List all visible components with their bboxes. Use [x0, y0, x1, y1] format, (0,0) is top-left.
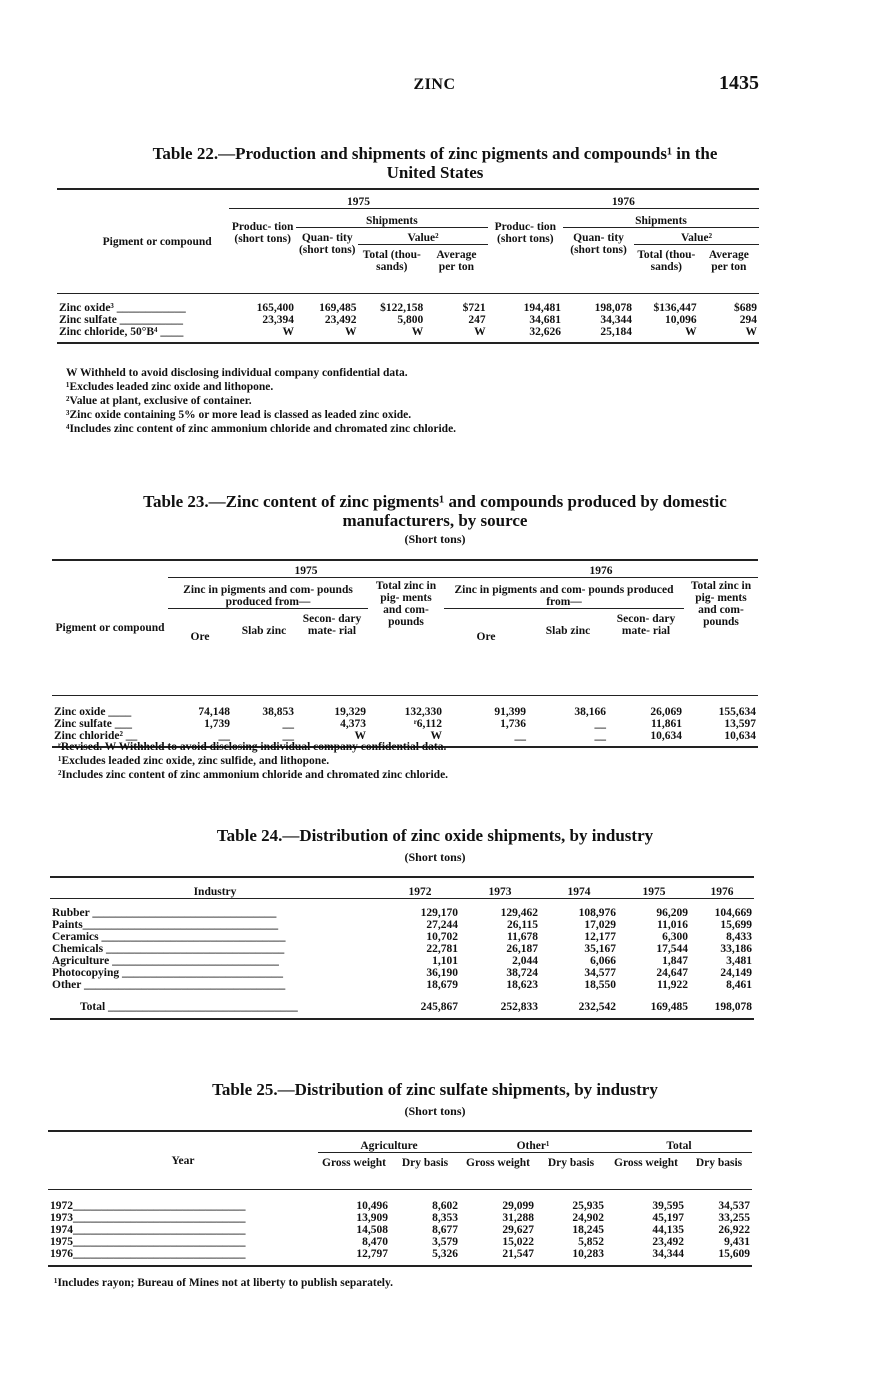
- table23-units: (Short tons): [404, 532, 466, 546]
- cell: W: [354, 730, 366, 742]
- cell: 36,190: [426, 967, 458, 979]
- table23-title-line1: Table 23.—Zinc content of zinc pigments¹ and compounds produced by domestic: [143, 492, 727, 511]
- cell: 8,470: [362, 1236, 388, 1248]
- cell: 3,579: [432, 1236, 458, 1248]
- cell: 165,400: [256, 302, 295, 314]
- table-row: [50, 967, 754, 979]
- cell: $122,158: [380, 302, 424, 314]
- cell: 8,602: [432, 1200, 458, 1212]
- row-label: 1976______________________________: [50, 1248, 246, 1260]
- cell: 252,833: [500, 1001, 538, 1013]
- cell: 9,431: [724, 1236, 750, 1248]
- row-label: Zinc sulfate ___: [54, 718, 132, 730]
- t24-col-1976: 1976: [710, 886, 734, 898]
- table-row: [50, 919, 754, 931]
- row-label: 1973______________________________: [50, 1212, 246, 1224]
- t22-year-1975: 1975: [229, 189, 487, 209]
- t22-col-pigment: Pigment or compound: [57, 189, 229, 294]
- t24-col-1974: 1974: [567, 886, 591, 898]
- table22-title: [60, 144, 810, 182]
- t23-col-pigment: Pigment or compound: [52, 560, 168, 696]
- cell: 39,595: [652, 1200, 684, 1212]
- row-label: Paints__________________________________: [52, 919, 279, 931]
- footnote: ²Value at plant, exclusive of container.: [66, 395, 252, 407]
- cell: 18,679: [426, 979, 458, 991]
- cell: $689: [734, 302, 757, 314]
- table-row: [50, 907, 754, 919]
- cell: 24,647: [656, 967, 688, 979]
- t24-col-1972: 1972: [408, 886, 432, 898]
- cell: 34,681: [529, 314, 561, 326]
- t22-col-average-1976: Average per ton: [699, 245, 759, 294]
- t23-col-group-1976: Zinc in pigments and com- pounds produced from—: [444, 578, 684, 609]
- row-label: 1975______________________________: [50, 1236, 246, 1248]
- cell: 245,867: [420, 1001, 458, 1013]
- cell: 6,066: [590, 955, 616, 967]
- cell: 15,022: [502, 1236, 534, 1248]
- cell: 169,485: [319, 302, 357, 314]
- table-row: [48, 1200, 752, 1212]
- cell: 26,922: [718, 1224, 750, 1236]
- t22-col-total-1975: Total (thou- sands): [358, 245, 425, 294]
- cell: 3,481: [726, 955, 752, 967]
- cell: 45,197: [652, 1212, 684, 1224]
- t22-col-value-1975: Value²: [358, 228, 487, 245]
- t22-year-1976: 1976: [488, 189, 759, 209]
- table-row: [52, 706, 758, 718]
- cell: 10,496: [356, 1200, 388, 1212]
- t24-col-industry: Industry: [193, 886, 237, 898]
- t23-year-1976: 1976: [444, 560, 758, 578]
- table24: [50, 876, 754, 1020]
- cell: __: [594, 718, 606, 730]
- cell: __: [282, 718, 294, 730]
- table-row: [48, 1212, 752, 1224]
- table25: [48, 1130, 752, 1267]
- cell: 23,394: [262, 314, 295, 326]
- cell: 198,078: [594, 302, 633, 314]
- cell: 74,148: [198, 706, 230, 718]
- cell: 25,935: [572, 1200, 604, 1212]
- footnote: ²Includes zinc content of zinc ammonium chloride and chromated zinc chloride.: [58, 769, 449, 781]
- row-label: Ceramics ________________________________: [52, 931, 286, 943]
- cell: 17,544: [656, 943, 688, 955]
- cell: 1,739: [204, 718, 230, 730]
- t22-col-value-1976: Value²: [634, 228, 759, 245]
- cell: 104,669: [714, 907, 752, 919]
- cell: 26,115: [507, 919, 538, 931]
- footnote: ʳRevised. W Withheld to avoid disclosing individual company confidential data.: [58, 741, 447, 753]
- t22-col-shipments-1975: Shipments: [296, 209, 488, 228]
- cell: 18,550: [584, 979, 616, 991]
- footnote: W Withheld to avoid disclosing individual company confidential data.: [66, 367, 408, 379]
- t23-col-ore-1975: Ore: [168, 609, 232, 696]
- cell: 29,627: [502, 1224, 534, 1236]
- footnote: ¹Excludes leaded zinc oxide and lithopone.: [66, 381, 274, 393]
- t24-col-1975: 1975: [642, 886, 666, 898]
- table-row: [50, 979, 754, 991]
- t23-col-secondary-1975: Secon- dary mate- rial: [296, 609, 368, 696]
- cell: 15,699: [720, 919, 752, 931]
- cell: 31,288: [502, 1212, 534, 1224]
- cell: 2,044: [512, 955, 538, 967]
- t22-col-production-1975: Produc- tion (short tons): [229, 209, 296, 294]
- cell: 155,634: [718, 706, 756, 718]
- t25-group-agriculture: Agriculture: [318, 1131, 460, 1153]
- cell: 8,433: [726, 931, 752, 943]
- cell: 27,244: [426, 919, 458, 931]
- row-label: 1974______________________________: [50, 1224, 246, 1236]
- cell: 232,542: [578, 1001, 616, 1013]
- table-row: [50, 955, 754, 967]
- cell: 10,283: [572, 1248, 604, 1260]
- row-label: Agriculture _____________________________: [52, 955, 279, 967]
- cell: 169,485: [650, 1001, 688, 1013]
- t25-col-dry: Dry basis: [695, 1157, 743, 1169]
- running-header: ZINC: [413, 76, 456, 93]
- row-label: Photocopying ____________________________: [52, 967, 283, 979]
- cell: $136,447: [653, 302, 697, 314]
- cell: 11,678: [507, 931, 538, 943]
- table24-units: (Short tons): [404, 850, 466, 864]
- table-total-row: [50, 1001, 754, 1019]
- row-label: Zinc oxide ____: [54, 706, 132, 718]
- cell: 23,492: [652, 1236, 684, 1248]
- table25-footnote: ¹Includes rayon; Bureau of Mines not at liberty to publish separately.: [54, 1277, 393, 1289]
- table-row: [52, 718, 758, 730]
- cell: 12,797: [356, 1248, 388, 1260]
- t25-col-gross: Gross weight: [614, 1157, 678, 1169]
- t23-col-total-1975: Total zinc in pig- ments and com- pounds: [368, 578, 444, 696]
- cell: 13,909: [356, 1212, 388, 1224]
- table-row: [57, 326, 759, 343]
- cell: W: [430, 730, 442, 742]
- cell: W: [685, 326, 697, 338]
- cell: 5,326: [432, 1248, 458, 1260]
- cell: __: [282, 730, 294, 742]
- cell: W: [344, 326, 357, 338]
- row-label: 1972______________________________: [50, 1200, 246, 1212]
- cell: 129,170: [420, 907, 458, 919]
- cell: 11,922: [657, 979, 688, 991]
- cell: 25,184: [600, 326, 633, 338]
- cell: 12,177: [584, 931, 616, 943]
- page-number: 1435: [719, 72, 759, 94]
- cell: 6,300: [662, 931, 688, 943]
- cell: 23,492: [324, 314, 357, 326]
- cell: 8,353: [432, 1212, 458, 1224]
- t23-col-slab-1976: Slab zinc: [528, 609, 608, 696]
- cell: 34,537: [718, 1200, 750, 1212]
- cell: 18,245: [572, 1224, 604, 1236]
- table23: [52, 559, 758, 748]
- t23-year-1975: 1975: [168, 560, 444, 578]
- cell: 10,702: [426, 931, 458, 943]
- cell: __: [594, 730, 606, 742]
- cell: 194,481: [523, 302, 561, 314]
- cell: $721: [462, 302, 486, 314]
- cell: 4,373: [340, 718, 366, 730]
- row-label: Other ___________________________________: [52, 979, 286, 991]
- table-row: [48, 1236, 752, 1248]
- cell: 21,547: [502, 1248, 534, 1260]
- cell: 1,847: [662, 955, 688, 967]
- t25-col-dry: Dry basis: [547, 1157, 595, 1169]
- footnote: ⁴Includes zinc content of zinc ammonium chloride and chromated zinc chloride.: [66, 423, 457, 435]
- cell: 132,330: [404, 706, 442, 718]
- table-row: [57, 302, 759, 314]
- cell: 34,344: [652, 1248, 684, 1260]
- cell: 17,029: [584, 919, 616, 931]
- table22-title-line1: Table 22.—Production and shipments of zinc pigments and compounds¹ in the: [152, 144, 718, 163]
- table25-units: (Short tons): [404, 1104, 466, 1118]
- table-row: [57, 314, 759, 326]
- cell: 34,344: [600, 314, 633, 326]
- cell: 15,609: [718, 1248, 750, 1260]
- cell: W: [745, 326, 757, 338]
- row-label: Total _________________________________: [80, 1001, 298, 1013]
- cell: W: [474, 326, 486, 338]
- table22-footnotes: [66, 366, 456, 436]
- table23-title-line2: manufacturers, by source: [342, 511, 528, 530]
- cell: 14,508: [356, 1224, 388, 1236]
- t25-group-total: Total: [606, 1131, 752, 1153]
- cell: __: [514, 730, 526, 742]
- t23-col-slab-1975: Slab zinc: [232, 609, 296, 696]
- cell: 8,677: [432, 1224, 458, 1236]
- footnote: ¹Excludes leaded zinc oxide, zinc sulfide, and lithopone.: [58, 755, 330, 767]
- t23-col-group-1975: Zinc in pigments and com- pounds produced from—: [168, 578, 368, 609]
- row-label: Zinc oxide³ ____________: [59, 302, 186, 314]
- row-label: Zinc chloride² __: [54, 730, 138, 742]
- cell: 1,736: [500, 718, 526, 730]
- row-label: Zinc sulfate ___________: [59, 314, 183, 326]
- cell: 19,329: [334, 706, 366, 718]
- table24-title: Table 24.—Distribution of zinc oxide shipments, by industry: [216, 826, 654, 845]
- table-row: [50, 931, 754, 943]
- cell: W: [411, 326, 424, 338]
- cell: 22,781: [426, 943, 458, 955]
- cell: 18,623: [506, 979, 538, 991]
- cell: 96,209: [656, 907, 688, 919]
- t24-col-1973: 1973: [488, 886, 512, 898]
- table23-footnotes: [58, 740, 448, 782]
- cell: 44,135: [652, 1224, 684, 1236]
- cell: 38,853: [262, 706, 294, 718]
- cell: 10,634: [724, 730, 756, 742]
- row-label: Chemicals _______________________________: [52, 943, 285, 955]
- cell: 10,096: [665, 314, 697, 326]
- t22-col-quantity-1976: Quan- tity (short tons): [563, 228, 634, 294]
- cell: 35,167: [584, 943, 616, 955]
- cell: ʳ6,112: [413, 718, 442, 730]
- cell: 26,187: [506, 943, 538, 955]
- t23-col-secondary-1976: Secon- dary mate- rial: [608, 609, 684, 696]
- table22-title-line2: United States: [386, 163, 484, 182]
- table23-title: [60, 492, 810, 530]
- table22: [57, 188, 759, 344]
- cell: 294: [739, 314, 757, 326]
- footnote: ³Zinc oxide containing 5% or more lead is classed as leaded zinc oxide.: [66, 409, 412, 421]
- table25-title: Table 25.—Distribution of zinc sulfate shipments, by industry: [212, 1080, 658, 1099]
- t25-col-gross: Gross weight: [466, 1157, 530, 1169]
- table-row: [48, 1224, 752, 1236]
- t22-col-total-1976: Total (thou- sands): [634, 245, 699, 294]
- t22-col-production-1976: Produc- tion (short tons): [488, 209, 563, 294]
- cell: 5,852: [578, 1236, 604, 1248]
- cell: 33,186: [720, 943, 752, 955]
- cell: 10,634: [650, 730, 682, 742]
- cell: 8,461: [726, 979, 752, 991]
- cell: 38,166: [574, 706, 606, 718]
- cell: 11,016: [657, 919, 688, 931]
- t22-col-quantity-1975: Quan- tity (short tons): [296, 228, 358, 294]
- cell: 26,069: [650, 706, 682, 718]
- cell: __: [218, 730, 230, 742]
- row-label: Rubber ________________________________: [52, 907, 277, 919]
- table-row: [48, 1248, 752, 1266]
- cell: 13,597: [724, 718, 756, 730]
- cell: 91,399: [494, 706, 526, 718]
- row-label: Zinc chloride, 50°B⁴ ____: [59, 326, 184, 338]
- cell: 34,577: [584, 967, 616, 979]
- cell: 5,800: [397, 314, 424, 326]
- cell: 32,626: [529, 326, 561, 338]
- cell: 1,101: [432, 955, 458, 967]
- t23-col-ore-1976: Ore: [444, 609, 528, 696]
- t22-col-shipments-1976: Shipments: [563, 209, 759, 228]
- t25-col-dry: Dry basis: [401, 1157, 449, 1169]
- cell: W: [282, 326, 295, 338]
- cell: 11,861: [651, 718, 682, 730]
- cell: 24,902: [572, 1212, 604, 1224]
- table-row: [50, 943, 754, 955]
- cell: 108,976: [578, 907, 616, 919]
- t23-col-total-1976: Total zinc in pig- ments and com- pounds: [684, 578, 758, 696]
- cell: 198,078: [714, 1001, 752, 1013]
- cell: 247: [468, 314, 486, 326]
- cell: 24,149: [720, 967, 752, 979]
- t25-col-gross: Gross weight: [322, 1157, 386, 1169]
- t25-col-year: Year: [48, 1131, 318, 1190]
- cell: 129,462: [500, 907, 538, 919]
- cell: 38,724: [506, 967, 538, 979]
- cell: 29,099: [502, 1200, 534, 1212]
- t25-group-other: Other¹: [460, 1131, 606, 1153]
- t22-col-average-1975: Average per ton: [425, 245, 487, 294]
- cell: 33,255: [718, 1212, 750, 1224]
